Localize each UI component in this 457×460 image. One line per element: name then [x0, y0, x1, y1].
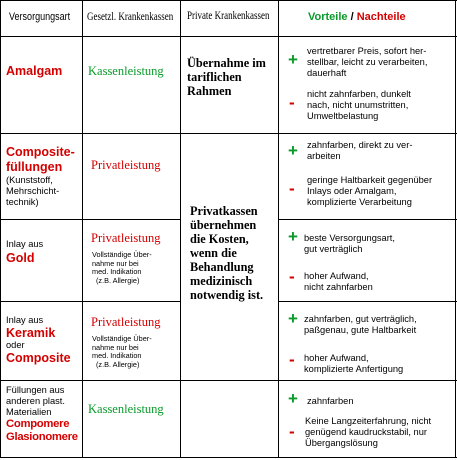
- text-line: komplizierte Verarbeitung: [307, 197, 412, 207]
- gkv-andere: Kassenleistung: [88, 402, 164, 416]
- type-line: Gold: [6, 251, 35, 265]
- text-line: Übergangslösung: [305, 438, 378, 448]
- pkv-line: übernehmen: [190, 218, 257, 232]
- column-divider: [278, 0, 279, 458]
- table-border-left: [0, 0, 1, 458]
- header-vorteile-nachteile: [308, 11, 406, 23]
- column-divider: [82, 0, 83, 458]
- pkv-amalgam-line: Rahmen: [187, 84, 232, 98]
- plus-icon: +: [288, 227, 298, 246]
- pkv-line: wenn die: [190, 246, 237, 260]
- minus-icon: -: [289, 350, 295, 369]
- vorteile-amalgam: [307, 46, 427, 79]
- column-divider: [180, 0, 181, 458]
- row-divider: [278, 301, 457, 302]
- text-line: komplizierte Anfertigung: [304, 364, 404, 374]
- nachteile-amalgam: [307, 89, 411, 122]
- nachteile-keramik: [304, 353, 403, 375]
- nachteile-andere: [305, 416, 431, 449]
- gkv-composite: Privatleistung: [91, 158, 161, 172]
- text-line: paßgenau, gute Haltbarkeit: [304, 325, 417, 335]
- text-line: dauerhaft: [307, 68, 347, 78]
- text-line: Keine Langzeiterfahrung, nicht: [305, 416, 432, 426]
- table-border-right: [455, 0, 456, 458]
- type-prefix: Füllungen aus: [6, 385, 65, 395]
- text-line: beste Versorgungsart,: [304, 233, 395, 243]
- vorteile-andere: [307, 396, 354, 407]
- nachteile-gold: [304, 271, 373, 293]
- type-mid: oder: [6, 340, 25, 350]
- type-line: Composite-: [6, 145, 75, 159]
- header-divider: [0, 36, 457, 37]
- text-line: zahnfarben, direkt zu ver-: [307, 140, 413, 150]
- row-divider: [278, 219, 457, 220]
- gkv-gold: Privatleistung: [91, 231, 161, 245]
- pkv-amalgam: [187, 56, 266, 98]
- type-prefix: anderen plast.: [6, 396, 65, 406]
- plus-icon: +: [288, 389, 298, 408]
- minus-icon: -: [289, 422, 295, 441]
- note-line: Vollständige Über-: [92, 250, 152, 259]
- header-gesetzl-krankenkassen: Gesetzl. Krankenkassen: [87, 11, 174, 23]
- text-line: gut verträglich: [304, 244, 363, 254]
- type-line: Composite: [6, 351, 71, 365]
- vorteile-composite: [307, 140, 412, 162]
- text-line: stellbar, leicht zu verarbeiten,: [307, 57, 428, 67]
- type-prefix: Inlay aus: [6, 315, 44, 325]
- vorteile-keramik: [304, 314, 417, 336]
- type-prefix: Materialien: [6, 407, 52, 417]
- note-line: (z.B. Allergie): [96, 359, 140, 369]
- text-line: genügend kaudruckstabil, nur: [305, 427, 427, 437]
- header-private-krankenkassen: Private Krankenkassen: [187, 10, 270, 22]
- pkv-line: die Kosten,: [190, 232, 249, 246]
- type-sub-line: technik): [6, 197, 39, 207]
- note-line: nahme nur bei: [92, 342, 139, 352]
- text-line: arbeiten: [307, 151, 341, 161]
- header-nachteile: Nachteile: [356, 11, 406, 23]
- row-divider: [0, 133, 457, 134]
- vorteile-gold: [304, 233, 395, 255]
- table-border-bottom: [0, 457, 457, 458]
- pkv-merged: [190, 204, 263, 302]
- type-sub-line: (Kunststoff,: [6, 175, 53, 185]
- note-line: (z.B. Allergie): [96, 275, 140, 285]
- header-slash: /: [347, 11, 357, 23]
- type-amalgam: Amalgam: [6, 64, 63, 78]
- pkv-amalgam-line: Übernahme im: [187, 56, 266, 70]
- text-line: Inlays oder Amalgam,: [307, 186, 397, 196]
- type-prefix: Inlay aus: [6, 239, 44, 249]
- plus-icon: +: [288, 50, 298, 69]
- minus-icon: -: [289, 93, 295, 112]
- text-line: zahnfarben: [307, 396, 354, 406]
- gkv-amalgam: Kassenleistung: [88, 64, 164, 78]
- pkv-line: medizinisch: [190, 274, 253, 288]
- text-line: zahnfarben, gut verträglich,: [304, 314, 417, 324]
- row-divider: [0, 301, 181, 302]
- text-line: hoher Aufwand,: [304, 353, 369, 363]
- header-vorteile: Vorteile: [308, 11, 348, 23]
- row-divider: [0, 219, 181, 220]
- note-line: nahme nur bei: [92, 258, 139, 268]
- note-line: Vollständige Über-: [92, 334, 152, 343]
- pkv-amalgam-line: tariflichen: [187, 70, 242, 84]
- gkv-gold-note: [92, 251, 152, 285]
- text-line: nicht zahnfarben: [304, 282, 373, 292]
- type-composite-fuellungen: [6, 145, 75, 208]
- type-line: füllungen: [6, 160, 63, 174]
- pkv-line: Privatkassen: [190, 204, 258, 218]
- gkv-keramik-note: [92, 335, 152, 369]
- text-line: vertretbarer Preis, sofort her-: [307, 46, 427, 56]
- type-inlay-keramik: [6, 315, 71, 365]
- row-divider: [0, 380, 457, 381]
- pkv-line: notwendig ist.: [190, 288, 264, 302]
- minus-icon: -: [289, 179, 295, 198]
- text-line: nach, nicht unumstritten,: [307, 100, 409, 110]
- text-line: geringe Haltbarkeit gegenüber: [307, 175, 433, 185]
- minus-icon: -: [289, 267, 295, 286]
- text-line: nicht zahnfarben, dunkelt: [307, 89, 411, 99]
- type-inlay-gold: [6, 239, 43, 266]
- type-line: Keramik: [6, 326, 56, 340]
- note-line: med. Indikation: [92, 267, 142, 276]
- type-line: Compomere: [6, 418, 70, 430]
- pkv-line: Behandlung: [190, 260, 254, 274]
- table-border-top: [0, 0, 457, 1]
- type-andere-materialien: [6, 385, 78, 444]
- plus-icon: +: [288, 309, 298, 328]
- text-line: Umweltbelastung: [307, 111, 379, 121]
- note-line: med. Indikation: [92, 351, 142, 360]
- header-versorgungsart: Versorgungsart: [9, 11, 71, 23]
- plus-icon: +: [288, 141, 298, 160]
- type-sub-line: Mehrschicht-: [6, 186, 60, 196]
- text-line: hoher Aufwand,: [304, 271, 369, 281]
- gkv-keramik: Privatleistung: [91, 315, 161, 329]
- nachteile-composite: [307, 175, 432, 208]
- type-line: Glasionomere: [6, 431, 78, 443]
